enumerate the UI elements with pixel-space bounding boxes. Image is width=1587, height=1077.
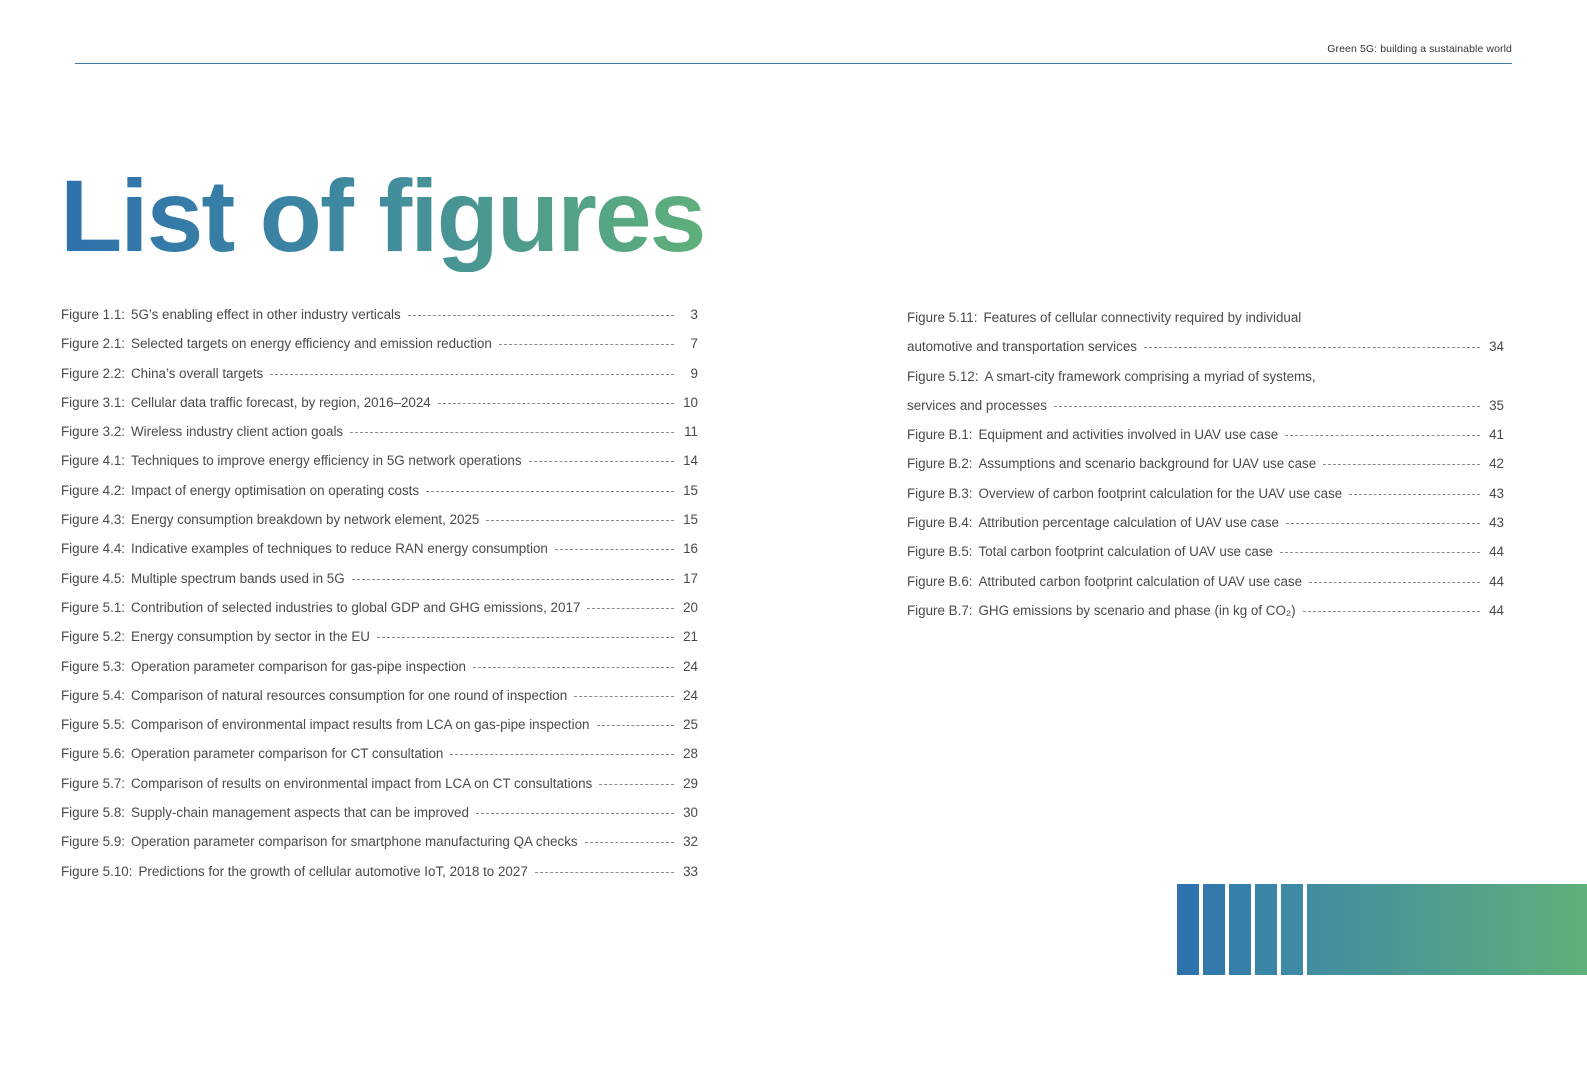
page-number: 15 <box>683 482 698 498</box>
page-number: 14 <box>683 453 698 469</box>
figure-number: Figure 3.1: <box>61 394 126 410</box>
toc-entry-label <box>907 544 1273 559</box>
figure-number: Figure 5.7: <box>61 775 126 791</box>
toc-entry[interactable] <box>61 600 698 629</box>
page-number: 43 <box>1489 515 1504 531</box>
figure-caption: Multiple spectrum bands used in 5G <box>131 570 345 586</box>
figure-number: Figure 5.8: <box>61 805 126 821</box>
toc-entry-label <box>61 600 580 615</box>
dot-leader <box>499 344 674 345</box>
page-number: 28 <box>683 746 698 762</box>
toc-entry[interactable] <box>61 541 698 570</box>
toc-entry[interactable] <box>61 659 698 688</box>
toc-entry-label <box>61 424 343 439</box>
toc-entry-label <box>907 398 1047 413</box>
toc-entry-label <box>61 864 528 879</box>
toc-entry-label <box>61 659 466 674</box>
toc-entry[interactable] <box>907 427 1504 456</box>
figure-number: Figure 5.6: <box>61 746 126 762</box>
toc-entry[interactable] <box>61 688 698 717</box>
toc-entry[interactable] <box>907 339 1504 368</box>
page-number: 34 <box>1489 339 1504 355</box>
figure-number: Figure 4.2: <box>61 482 126 498</box>
toc-entry[interactable] <box>61 512 698 541</box>
dot-leader <box>473 667 674 668</box>
page-number: 32 <box>683 834 698 850</box>
toc-entry[interactable] <box>907 369 1504 398</box>
figure-caption: Techniques to improve energy efficiency in 5G network operations <box>131 453 522 469</box>
page-number: 42 <box>1489 456 1504 472</box>
toc-entry-label <box>907 427 1278 442</box>
figure-caption: A smart-city framework comprising a myriad of systems, <box>984 368 1316 384</box>
figure-number: Figure 3.2: <box>61 424 126 440</box>
toc-entry-label <box>61 776 592 791</box>
dot-leader <box>529 461 674 462</box>
dot-leader <box>1323 464 1480 465</box>
figure-number: Figure 5.5: <box>61 717 126 733</box>
figure-caption: China’s overall targets <box>131 365 264 381</box>
toc-entry-label <box>61 512 479 527</box>
toc-entry-label <box>907 339 1137 354</box>
toc-entry[interactable] <box>61 336 698 365</box>
toc-entry-label <box>907 515 1279 530</box>
dot-leader <box>599 784 674 785</box>
figure-number: Figure B.5: <box>907 544 973 560</box>
dot-leader <box>1286 523 1480 524</box>
dot-leader <box>486 520 674 521</box>
page-number: 24 <box>683 658 698 674</box>
toc-entry[interactable] <box>61 805 698 834</box>
toc-entry-label <box>61 629 370 644</box>
page-number: 43 <box>1489 485 1504 501</box>
figure-number: Figure B.1: <box>907 427 973 443</box>
dot-leader <box>438 403 674 404</box>
toc-entry[interactable] <box>61 629 698 658</box>
page-number: 24 <box>683 687 698 703</box>
figure-number: Figure 5.1: <box>61 599 126 615</box>
toc-entry-label <box>907 369 1316 384</box>
page-number: 15 <box>683 512 698 528</box>
toc-entry[interactable] <box>61 483 698 512</box>
figure-caption: Assumptions and scenario background for UAV use case <box>978 456 1317 472</box>
figure-caption: automotive and transportation services <box>907 339 1137 355</box>
page-number: 30 <box>683 805 698 821</box>
dot-leader <box>1280 552 1480 553</box>
toc-entry-label <box>61 307 401 322</box>
dot-leader <box>574 696 674 697</box>
running-head: Green 5G: building a sustainable world <box>1327 43 1512 55</box>
figure-list-left-column <box>61 307 698 893</box>
toc-entry[interactable] <box>61 776 698 805</box>
figure-caption: Supply-chain management aspects that can be improved <box>131 805 469 821</box>
page-number: 33 <box>683 863 698 879</box>
toc-entry-label <box>907 574 1302 589</box>
figure-number: Figure 4.5: <box>61 570 126 586</box>
dot-leader <box>450 754 674 755</box>
figure-number: Figure 4.4: <box>61 541 126 557</box>
figure-caption: Operation parameter comparison for gas-pipe inspection <box>131 658 466 674</box>
figure-caption: Predictions for the growth of cellular automotive IoT, 2018 to 2027 <box>138 863 528 879</box>
toc-entry-label <box>61 571 345 586</box>
toc-entry[interactable] <box>61 424 698 453</box>
decorative-stripe <box>1177 884 1199 975</box>
toc-entry[interactable] <box>61 307 698 336</box>
decorative-stripe <box>1229 884 1251 975</box>
decorative-stripe <box>1281 884 1303 975</box>
toc-entry[interactable] <box>907 544 1504 573</box>
dot-leader <box>1309 582 1480 583</box>
figure-caption: 5G’s enabling effect in other industry verticals <box>131 307 401 322</box>
figure-number: Figure 1.1: <box>61 307 126 322</box>
decorative-stripe-banner <box>1177 884 1587 975</box>
page-number: 3 <box>690 307 698 322</box>
figure-caption: Energy consumption breakdown by network element, 2025 <box>131 512 480 528</box>
dot-leader <box>1285 435 1480 436</box>
figure-caption: Attribution percentage calculation of UAV use case <box>978 515 1279 531</box>
figure-number: Figure 5.3: <box>61 658 126 674</box>
figure-number: Figure 2.1: <box>61 336 126 352</box>
toc-entry[interactable] <box>907 603 1504 632</box>
figure-number: Figure 5.2: <box>61 629 126 645</box>
page-number: 11 <box>684 424 698 440</box>
dot-leader <box>426 491 674 492</box>
figure-number: Figure 5.10: <box>61 863 133 879</box>
toc-entry-label <box>61 395 431 410</box>
toc-entry[interactable] <box>907 515 1504 544</box>
toc-entry-label <box>907 456 1316 471</box>
page-number: 41 <box>1489 427 1504 443</box>
dot-leader <box>1349 494 1480 495</box>
dot-leader <box>587 608 674 609</box>
page-number: 44 <box>1489 602 1504 618</box>
page-number: 29 <box>683 775 698 791</box>
figure-caption: GHG emissions by scenario and phase (in kg of CO₂) <box>978 602 1296 618</box>
dot-leader <box>1144 347 1480 348</box>
dot-leader <box>352 579 674 580</box>
page-number: 9 <box>690 365 698 381</box>
page-number: 7 <box>690 336 698 352</box>
toc-entry-label <box>61 688 567 703</box>
figure-caption: Operation parameter comparison for CT consultation <box>131 746 444 762</box>
toc-entry-label <box>61 336 492 351</box>
toc-entry[interactable] <box>61 834 698 863</box>
toc-entry-label <box>61 805 469 820</box>
page-number: 35 <box>1489 397 1504 413</box>
figure-caption: Features of cellular connectivity required by individual <box>983 310 1302 325</box>
page-number: 17 <box>683 570 698 586</box>
figure-caption: Cellular data traffic forecast, by region, 2016–2024 <box>131 394 431 410</box>
toc-entry[interactable] <box>907 310 1504 339</box>
dot-leader <box>535 872 674 873</box>
figure-number: Figure 2.2: <box>61 365 126 381</box>
toc-entry[interactable] <box>907 456 1504 485</box>
dot-leader <box>597 725 675 726</box>
dot-leader <box>585 842 674 843</box>
figure-caption: services and processes <box>907 397 1047 413</box>
toc-entry-label <box>61 483 419 498</box>
toc-entry-label <box>61 834 578 849</box>
figure-caption: Equipment and activities involved in UAV use case <box>978 427 1279 443</box>
toc-entry[interactable] <box>907 398 1504 427</box>
dot-leader <box>555 549 674 550</box>
page-number: 10 <box>683 394 698 410</box>
figure-caption: Total carbon footprint calculation of UAV use case <box>978 544 1274 560</box>
figure-caption: Wireless industry client action goals <box>131 424 344 440</box>
figure-list-right-column <box>907 310 1504 632</box>
header-rule <box>75 63 1512 64</box>
toc-entry[interactable] <box>61 571 698 600</box>
figure-number: Figure 4.1: <box>61 453 126 469</box>
toc-entry[interactable] <box>61 717 698 746</box>
figure-number: Figure B.4: <box>907 515 973 531</box>
figure-caption: Operation parameter comparison for smartphone manufacturing QA checks <box>131 834 578 850</box>
toc-entry-label <box>61 746 443 761</box>
toc-entry[interactable] <box>61 453 698 482</box>
toc-entry-label <box>907 310 1301 325</box>
figure-number: Figure B.2: <box>907 456 973 472</box>
toc-entry-label <box>61 453 522 468</box>
toc-entry[interactable] <box>907 486 1504 515</box>
figure-caption: Comparison of natural resources consumption for one round of inspection <box>131 687 568 703</box>
page-number: 20 <box>683 599 698 615</box>
toc-entry-label <box>61 541 548 556</box>
figure-number: Figure 5.9: <box>61 834 126 850</box>
page-title: List of figures <box>60 159 705 273</box>
dot-leader <box>377 637 674 638</box>
decorative-stripe <box>1255 884 1277 975</box>
figure-caption: Attributed carbon footprint calculation of UAV use case <box>978 573 1303 589</box>
toc-entry-label <box>907 603 1296 618</box>
dot-leader <box>1303 611 1480 612</box>
decorative-gradient-band <box>1307 884 1587 975</box>
toc-entry-label <box>907 486 1342 501</box>
dot-leader <box>476 813 674 814</box>
toc-entry-label <box>61 366 263 381</box>
figure-number: Figure 5.4: <box>61 687 126 703</box>
toc-entry[interactable] <box>61 746 698 775</box>
figure-number: Figure B.6: <box>907 573 973 589</box>
figure-caption: Comparison of results on environmental impact from LCA on CT consultations <box>131 775 593 791</box>
page-number: 44 <box>1489 544 1504 560</box>
page-number: 16 <box>683 541 698 557</box>
figure-caption: Selected targets on energy efficiency and emission reduction <box>131 336 492 352</box>
dot-leader <box>408 315 674 316</box>
toc-entry[interactable] <box>61 395 698 424</box>
figure-number: Figure 5.12: <box>907 368 979 384</box>
figure-number: Figure B.7: <box>907 602 973 618</box>
figure-caption: Energy consumption by sector in the EU <box>131 629 370 645</box>
figure-caption: Contribution of selected industries to global GDP and GHG emissions, 2017 <box>131 599 581 615</box>
dot-leader <box>270 374 674 375</box>
page-number: 21 <box>683 629 698 645</box>
toc-entry[interactable] <box>61 864 698 893</box>
toc-entry-label <box>61 717 590 732</box>
page-number: 25 <box>683 717 698 733</box>
page-number: 44 <box>1489 573 1504 589</box>
figure-caption: Overview of carbon footprint calculation for the UAV use case <box>978 485 1343 501</box>
decorative-stripe <box>1203 884 1225 975</box>
figure-number: Figure 5.11: <box>907 310 978 325</box>
figure-caption: Impact of energy optimisation on operating costs <box>131 482 420 498</box>
figure-caption: Indicative examples of techniques to reduce RAN energy consumption <box>131 541 548 557</box>
figure-number: Figure B.3: <box>907 485 973 501</box>
toc-entry[interactable] <box>61 366 698 395</box>
dot-leader <box>1054 406 1480 407</box>
dot-leader <box>350 432 674 433</box>
toc-entry[interactable] <box>907 574 1504 603</box>
figure-number: Figure 4.3: <box>61 512 126 528</box>
figure-caption: Comparison of environmental impact results from LCA on gas-pipe inspection <box>131 717 590 733</box>
